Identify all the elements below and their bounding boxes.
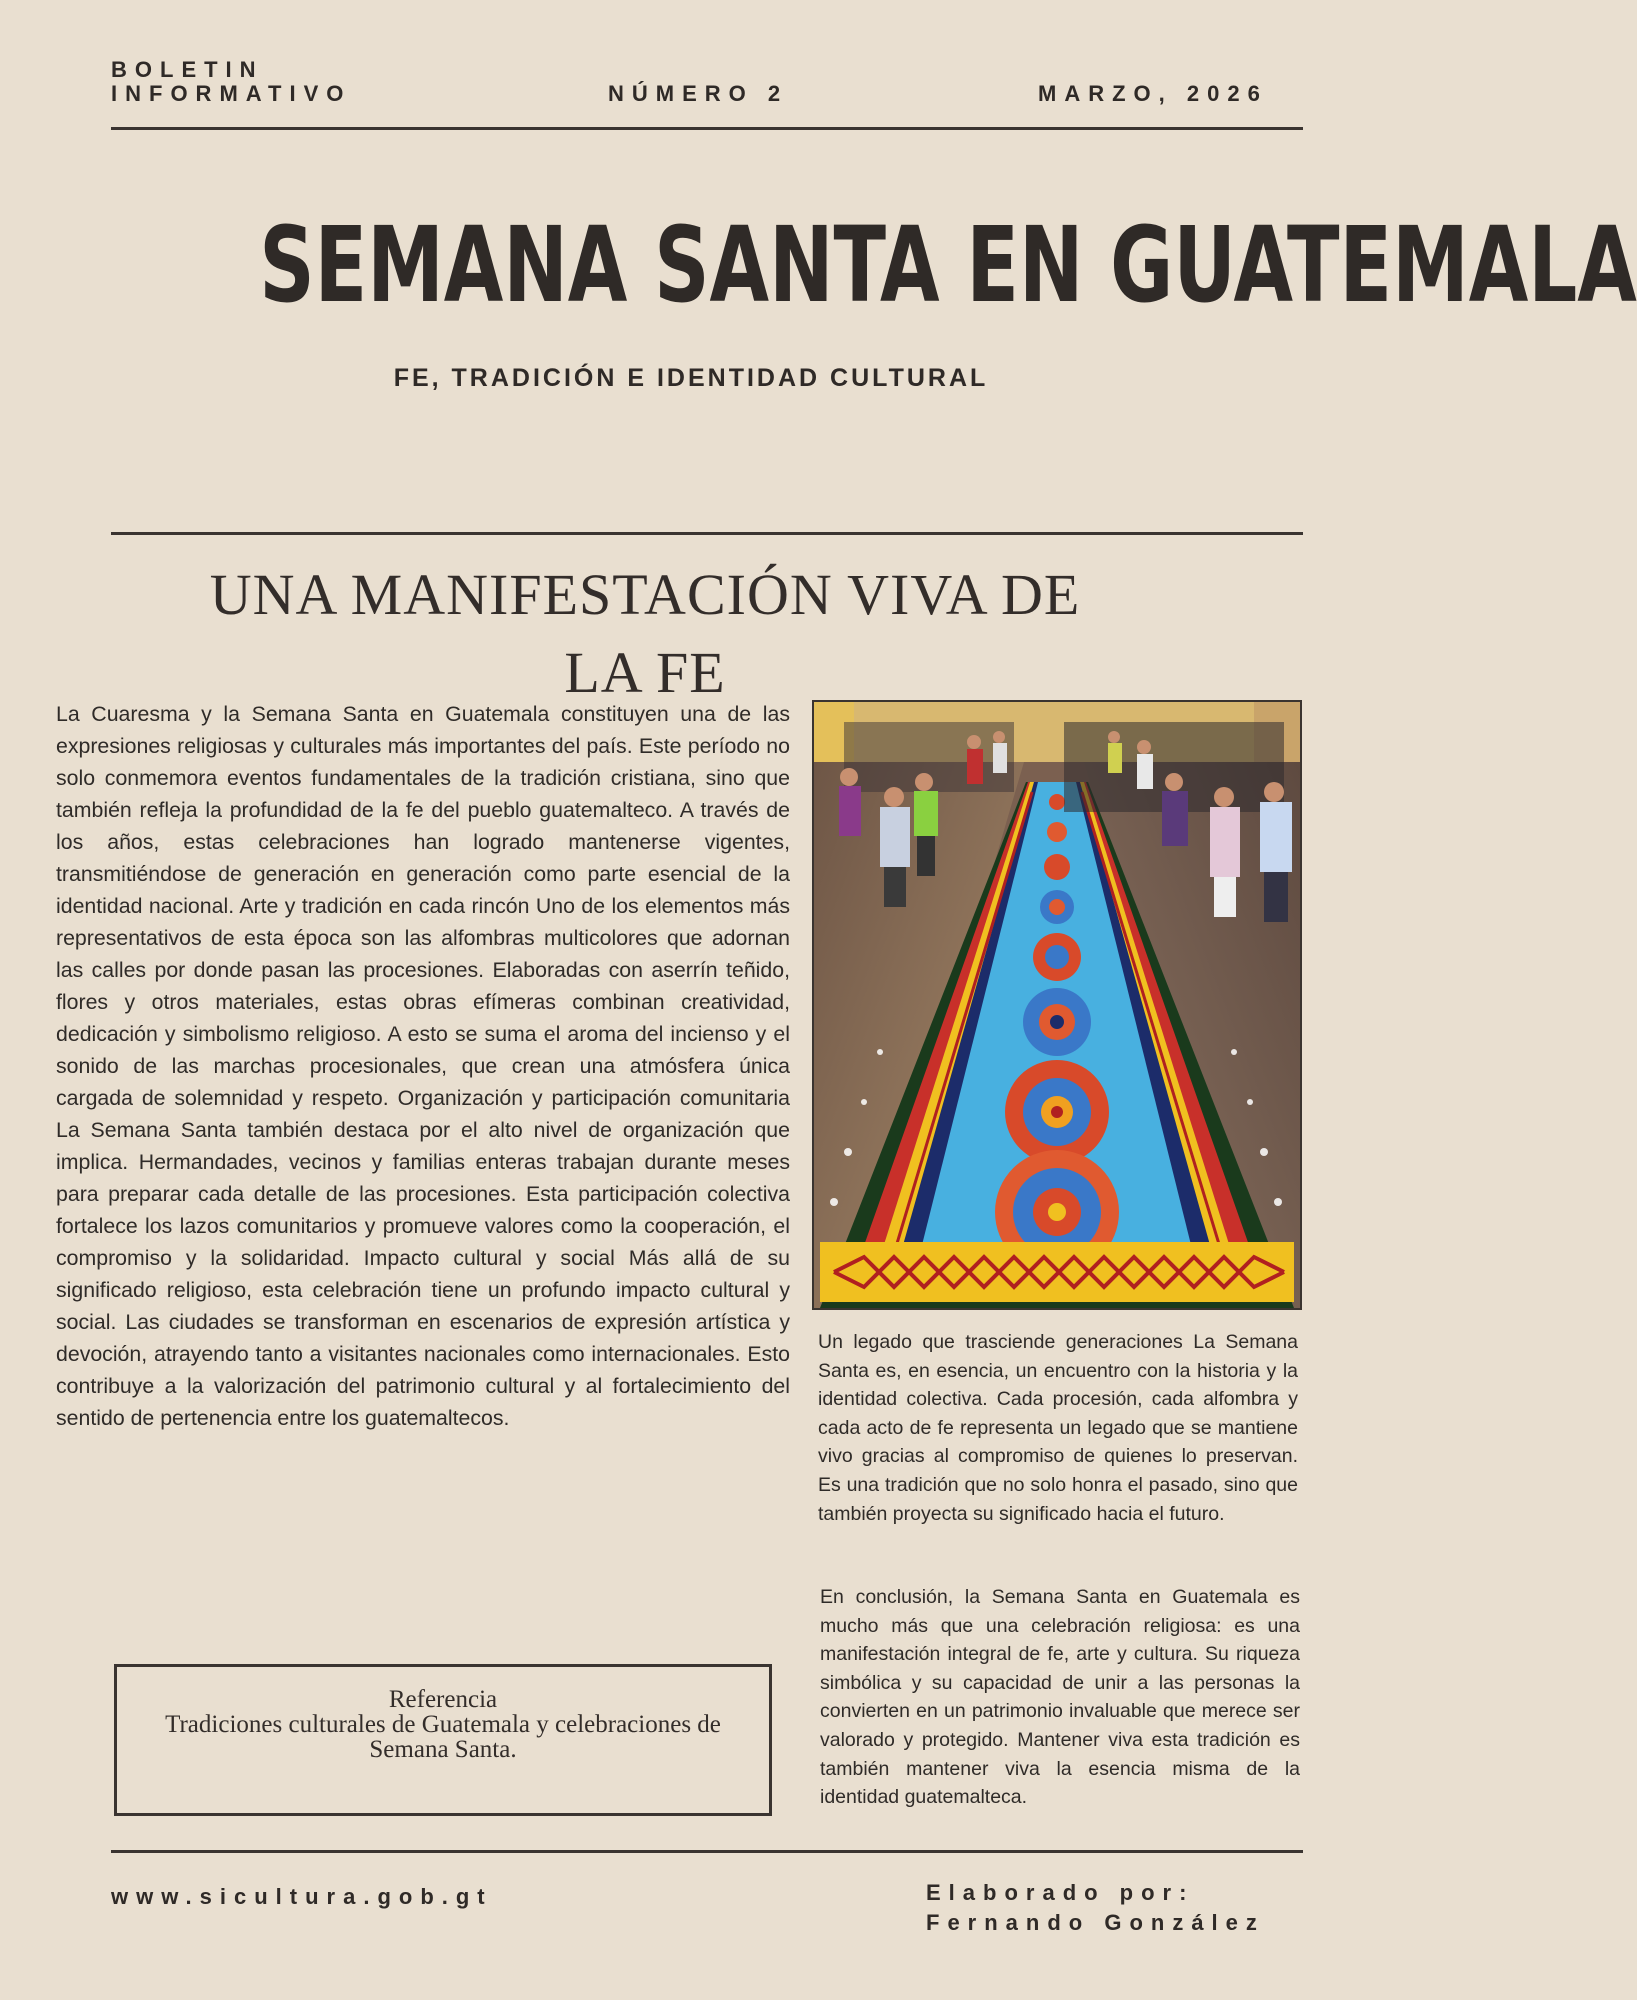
page-title: SEMANA SANTA EN GUATEMALA <box>259 204 1637 326</box>
alfombra-procession-icon <box>814 702 1300 1308</box>
article-body-right-legacy: Un legado que trasciende generaciones La Semana Santa es, en esencia, un encuentro con la historia y la identidad colectiva. Cada procesión, cada alfombra y cada acto de fe representa un legado que se mantiene vivo gracias al compromiso de quienes lo preservan. Es una tradición que no solo honra el pasado, sino que también proyecta su significado hacia el futuro. <box>818 1331 1298 1525</box>
issue-date: MARZO, 2026 <box>1038 81 1268 106</box>
page-subtitle: FE, TRADICIÓN E IDENTIDAD CULTURAL <box>393 364 989 392</box>
article-heading-line1: UNA MANIFESTACIÓN VIVA DE <box>209 562 1081 627</box>
issue-number: NÚMERO 2 <box>608 81 789 106</box>
bulletin-label-line2: INFORMATIVO <box>111 81 352 106</box>
footer-divider <box>111 1850 1303 1853</box>
bulletin-label <box>111 58 351 106</box>
title-divider <box>111 532 1303 535</box>
header-divider <box>111 127 1303 130</box>
author-credit <box>926 1878 1265 1938</box>
author-label: Elaborado por: <box>926 1880 1195 1905</box>
website-link[interactable]: www.sicultura.gob.gt <box>111 1884 493 1909</box>
article-body-left: La Cuaresma y la Semana Santa en Guatemala constituyen una de las expresiones religiosas y culturales más importantes del país. Este período no solo conmemora eventos fundamentales de la tradición cristiana, sino que también refleja la profundidad de la fe del pueblo guatemalteco. A través de los años, estas celebraciones han logrado mantenerse vigentes, transmitiéndose de generación en generación como parte esencial de la identidad nacional. Arte y tradición en cada rincón Uno de los elementos más representativos de esta época son las alfombras multicolores que adornan las calles por donde pasan las procesiones. Elaboradas con aserrín teñido, flores y otros materiales, estas obras efímeras combinan creatividad, dedicación y simbolismo religioso. A esto se suma el aroma del incienso y el sonido de las marchas procesionales, que crean una atmósfera única cargada de solemnidad y respeto. Organización y participación comunitaria La Semana Santa también destaca por el alto nivel de organización que implica. Hermandades, vecinos y familias enteras trabajan durante meses para preparar cada detalle de las procesiones. Esta participación colectiva fortalece los lazos comunitarios y promueve valores como la cooperación, el compromiso y la solidaridad. Impacto cultural y social Más allá de su significado religioso, esta celebración tiene un profundo impacto cultural y social. Las ciudades se transforman en escenarios de expresión artística y devoción, atrayendo tanto a visitantes nacionales como internacionales. Esto contribuye a la valorización del patrimonio cultural y al fortalecimiento del sentido de pertenencia entre los guatemaltecos. <box>56 702 790 1430</box>
alfombra-photo <box>812 700 1302 1310</box>
article-body-right-conclusion: En conclusión, la Semana Santa en Guatemala es mucho más que una celebración religiosa: es una manifestación integral de fe, arte y cultura. Su riqueza simbólica y su capacidad de unir a las personas la convierten en un patrimonio invaluable que merece ser valorado y protegido. Mantener viva esta tradición es también mantener viva la esencia misma de la identidad guatemalteca. <box>820 1586 1300 1809</box>
reference-box <box>114 1664 772 1816</box>
article-heading <box>150 556 1140 712</box>
reference-label: Referencia <box>388 1686 498 1713</box>
author-name: Fernando González <box>926 1910 1265 1935</box>
article-heading-line2: LA FE <box>564 640 726 705</box>
bulletin-label-line1: BOLETIN <box>111 57 264 82</box>
reference-text: Tradiciones culturales de Guatemala y celebraciones de Semana Santa. <box>165 1711 721 1763</box>
